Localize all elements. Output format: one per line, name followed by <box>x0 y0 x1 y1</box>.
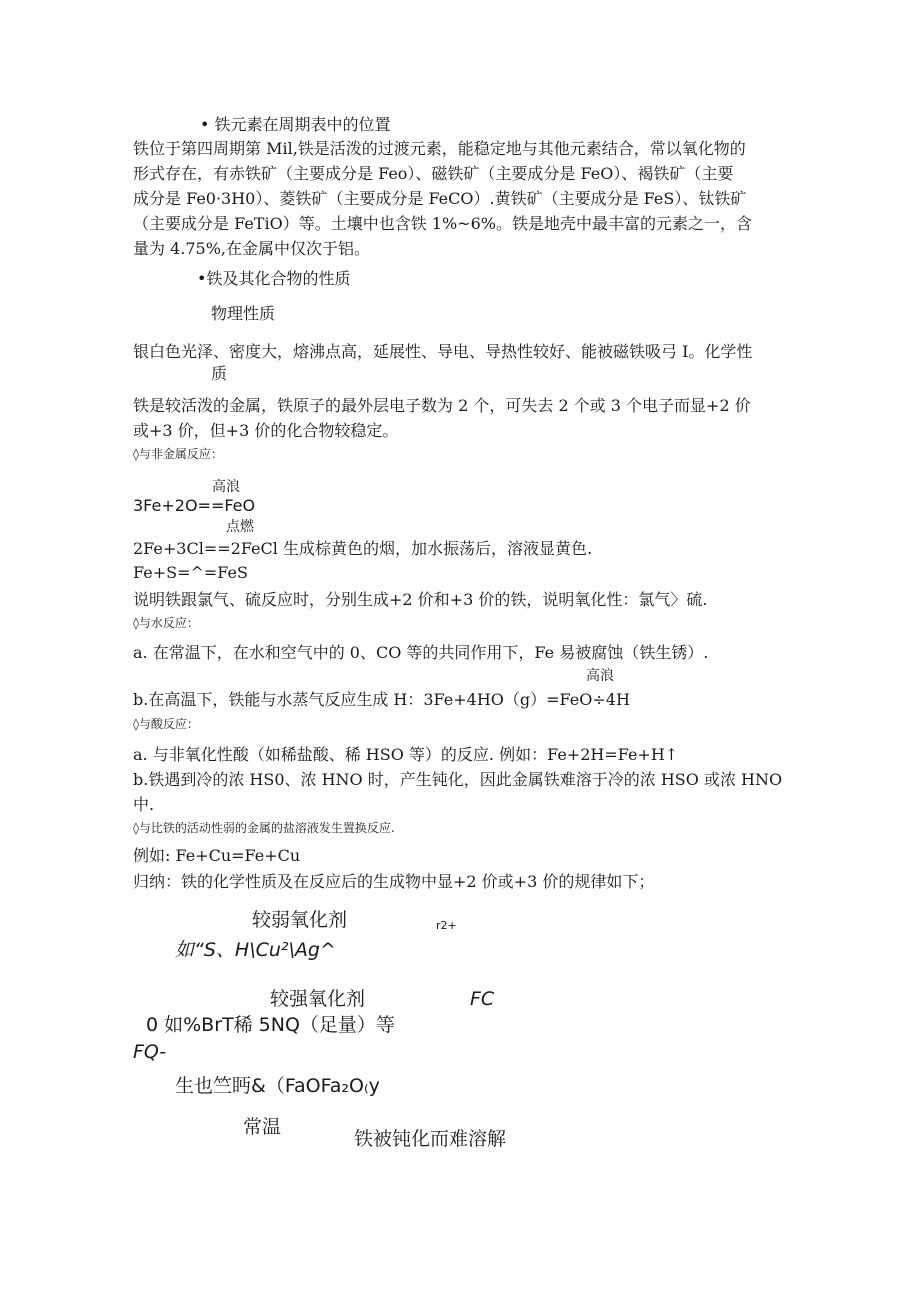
example-line: 例如: Fe+Cu=Fe+Cu <box>133 846 301 865</box>
paragraph-line: 质 <box>211 364 228 383</box>
subsection-title-nonmetal: ◊与非金属反应： <box>133 447 223 461</box>
paragraph-line: 铁是较活泼的金属，铁原子的最外层电子数为 2 个，可失去 2 个或 3 个电子而显+2 价 <box>133 396 751 415</box>
diagram-passivation: 铁被钝化而难溶解 <box>354 1128 507 1150</box>
section-heading-position: • 铁元素在周期表中的位置 <box>200 115 391 134</box>
reaction-condition: 点燃 <box>226 519 254 535</box>
diagram-fq: FQ- <box>133 1041 167 1063</box>
reaction-condition: 高浪 <box>212 479 240 495</box>
equation-line: 3Fe+2O==FeO <box>133 496 256 515</box>
paragraph-line: b.在高温下，铁能与水蒸气反应生成 H：3Fe+4HO（g）=FeO÷4H <box>133 690 630 709</box>
diagram-weak-examples: 如“S、H\Cu²\Ag^ <box>175 939 336 961</box>
equation-line: Fe+S=^=FeS <box>133 563 248 582</box>
diagram-strong-oxidizer: 较强氧化剂 <box>270 988 366 1010</box>
reaction-condition: 高浪 <box>586 668 614 684</box>
paragraph-line: a. 在常温下，在水和空气中的 0、CO 等的共同作用下，Fe 易被腐蚀（铁生锈）. <box>133 643 709 662</box>
paragraph-line: 形式存在，有赤铁矿（主要成分是 Feo）、磁铁矿（主要成分是 FeO）、褐铁矿（主要 <box>133 164 734 183</box>
paragraph-line: （主要成分是 FeTiO）等。土壤中也含铁 1%~6%。铁是地壳中最丰富的元素之一，含 <box>133 214 752 233</box>
diagram-strong-examples: 0 如%BrT稀 5NQ（足量）等 <box>146 1014 395 1036</box>
diagram-room-temperature: 常温 <box>243 1116 282 1138</box>
paragraph-line: 成分是 Fe0·3H0）、菱铁矿（主要成分是 FeCO）.黄铁矿（主要成分是 FeS）、钛铁矿 <box>133 189 747 208</box>
diagram-fc: FC <box>470 988 495 1010</box>
equation-line: 2Fe+3Cl==2FeCl 生成棕黄色的烟，加水振荡后，溶液显黄色. <box>133 539 593 558</box>
paragraph-line: 中. <box>133 795 155 814</box>
physical-properties-title: 物理性质 <box>211 304 276 323</box>
paragraph-line: 量为 4.75%,在金属中仅次于铝。 <box>133 239 371 258</box>
paragraph-line: a. 与非氧化性酸（如稀盐酸、稀 HSO 等）的反应. 例如：Fe+2H=Fe+H↑ <box>133 745 679 764</box>
paragraph-line: b.铁遇到冷的浓 HS0、浓 HNO 时，产生钝化，因此金属铁难溶于冷的浓 HSO 或浓 HNO <box>133 770 783 789</box>
diagram-weak-oxidizer: 较弱氧化剂 <box>252 909 348 931</box>
summary-line: 归纳：铁的化学性质及在反应后的生成物中显+2 价或+3 价的规律如下； <box>133 872 655 891</box>
paragraph-line: 或+3 价，但+3 价的化合物较稳定。 <box>133 421 399 440</box>
section-heading-properties: •铁及其化合物的性质 <box>197 269 351 288</box>
diagram-oxygen-line: 生也竺眄&（FaOFa₂O₍y <box>175 1075 380 1097</box>
paragraph-line: 说明铁跟氯气、硫反应时，分别生成+2 价和+3 价的铁，说明氧化性：氯气〉硫. <box>133 590 708 609</box>
paragraph-line: 银白色光泽、密度大，熔沸点高，延展性、导电、导热性较好、能被磁铁吸弓 I。化学性 <box>133 342 753 361</box>
paragraph-line: 铁位于第四周期第 Mil,铁是活泼的过渡元素，能稳定地与其他元素结合，常以氧化物的 <box>133 139 746 158</box>
subsection-title-acid: ◊与酸反应： <box>133 717 199 731</box>
subsection-title-salt: ◊与比铁的活动性弱的金属的盐溶液发生置换反应. <box>133 821 395 835</box>
subsection-title-water: ◊与水反应： <box>133 616 199 630</box>
diagram-r2: r2+ <box>436 919 457 932</box>
